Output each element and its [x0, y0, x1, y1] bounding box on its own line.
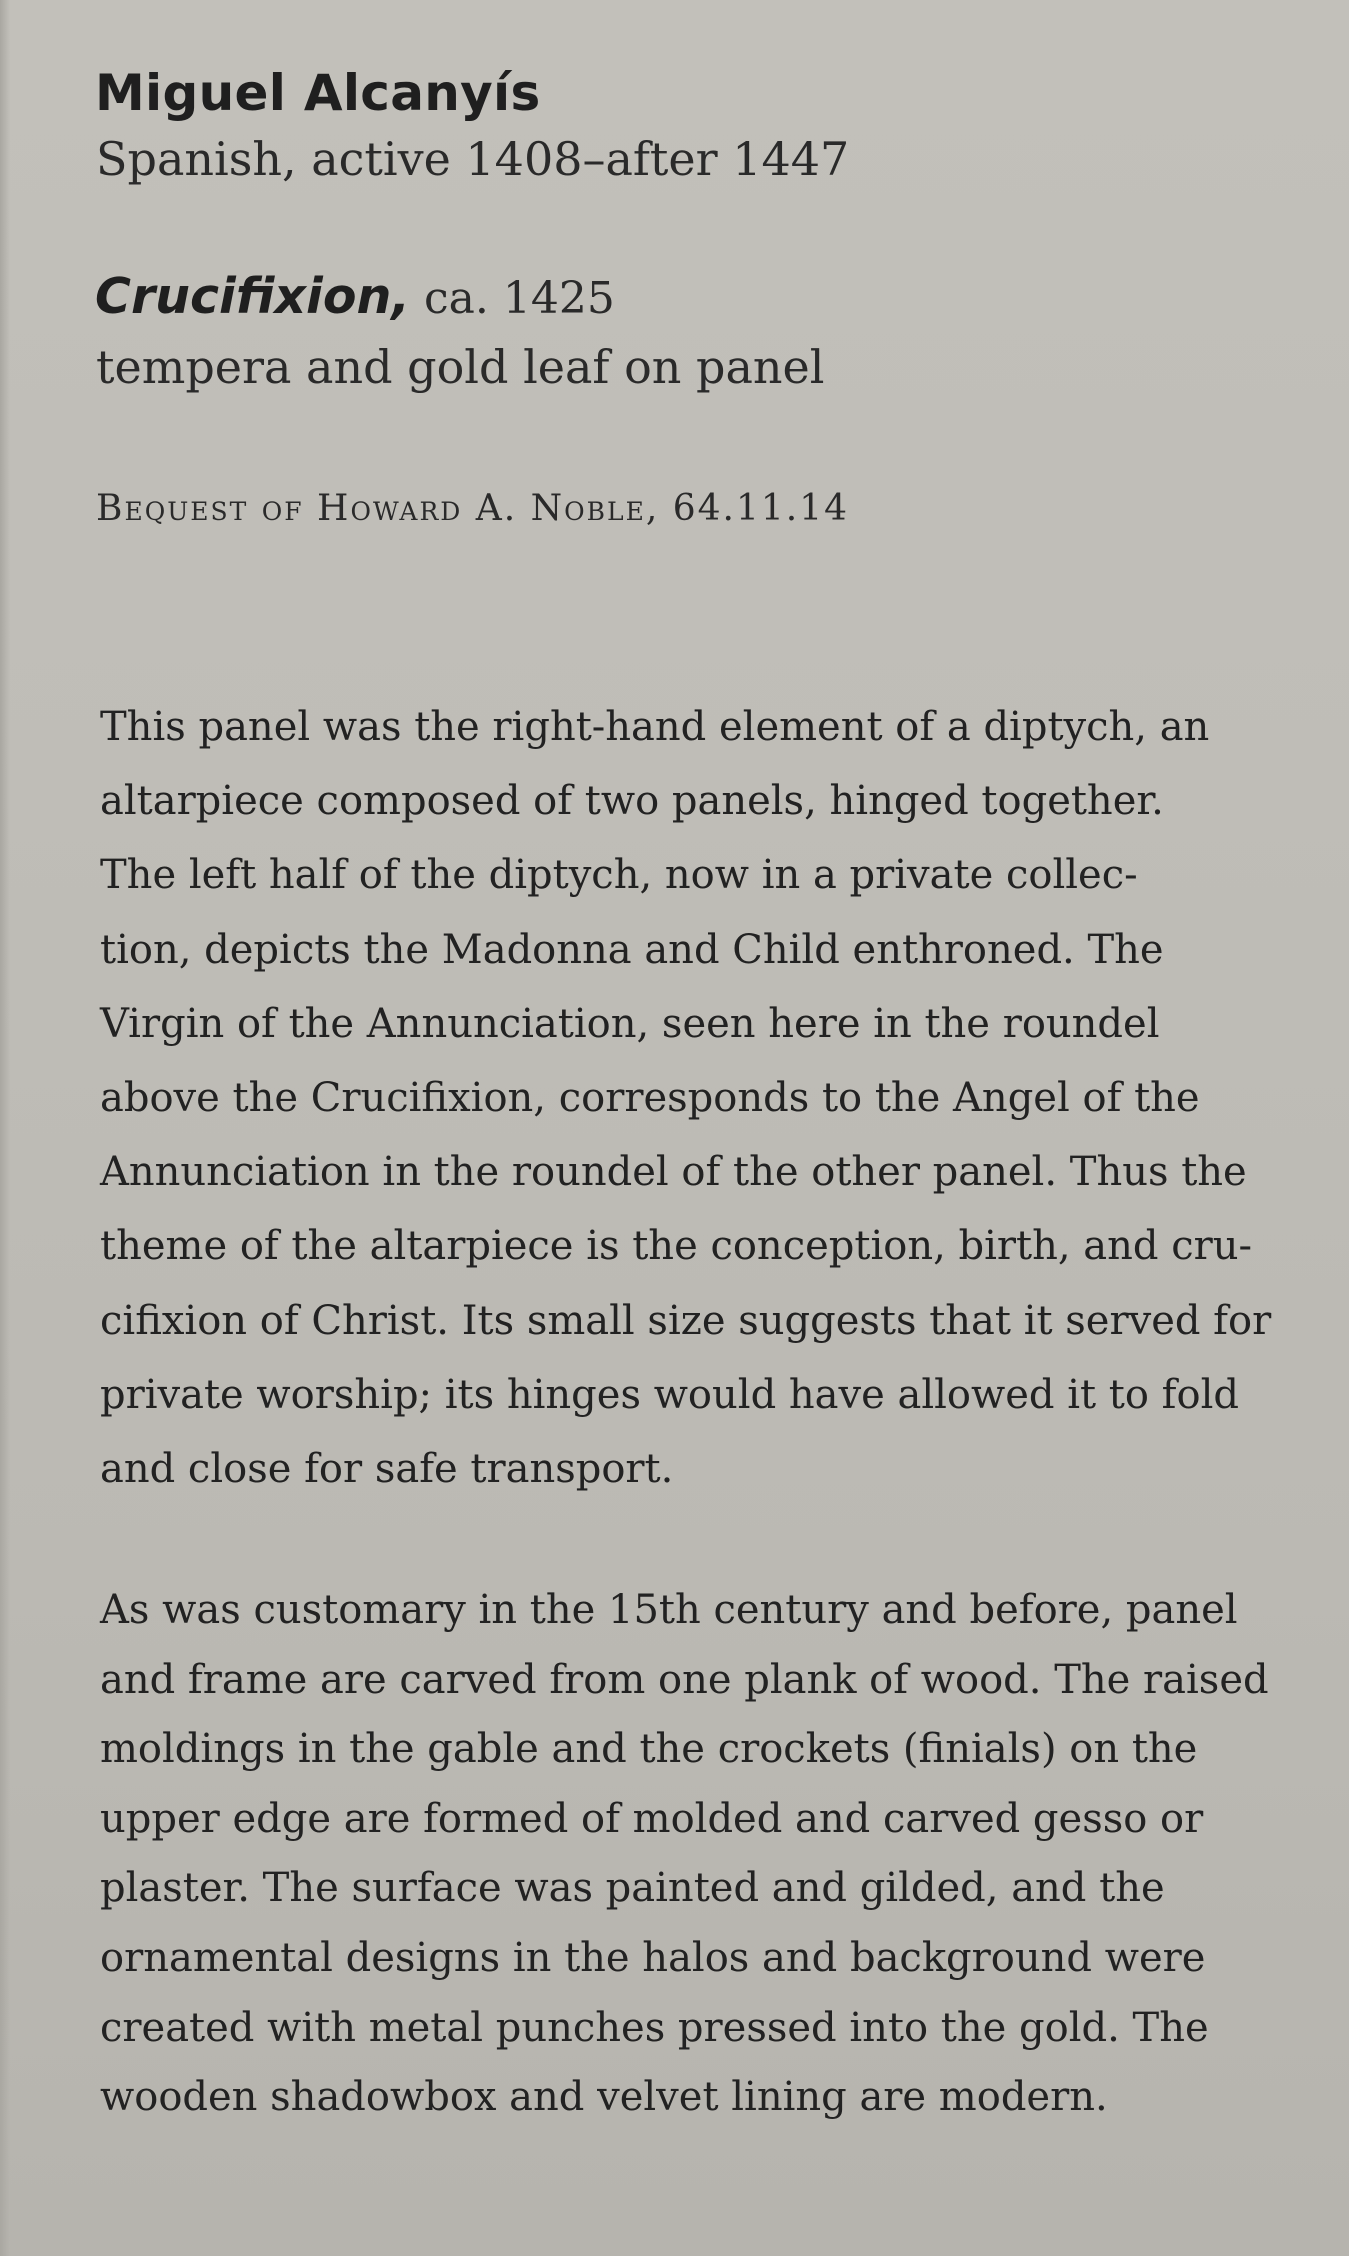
- paragraph-line: The left half of the diptych, now in a private collec-: [100, 852, 1138, 899]
- artwork-date: ca. 1425: [423, 273, 615, 324]
- artist-details: Spanish, active 1408–after 1447: [96, 132, 850, 186]
- paragraph-line: private worship; its hinges would have allowed it to fold: [100, 1371, 1239, 1418]
- artwork-title: Crucifixion,: [95, 268, 410, 325]
- paragraph-line: altarpiece composed of two panels, hinged together.: [100, 778, 1164, 825]
- paragraph-line: Virgin of the Annunciation, seen here in the roundel: [100, 1000, 1160, 1047]
- description-paragraph-2: [100, 1576, 1300, 2133]
- paragraph-line: theme of the altarpiece is the conception, birth, and cru-: [100, 1223, 1253, 1270]
- paragraph-line: and close for safe transport.: [100, 1446, 674, 1493]
- paragraph-line: upper edge are formed of molded and carved gesso or: [100, 1795, 1204, 1842]
- paragraph-line: wooden shadowbox and velvet lining are modern.: [100, 2074, 1108, 2121]
- paragraph-line: Annunciation in the roundel of the other panel. Thus the: [100, 1149, 1247, 1196]
- card-edge-shadow: [0, 0, 10, 2256]
- paragraph-line: plaster. The surface was painted and gilded, and the: [100, 1865, 1165, 1912]
- paragraph-line: above the Crucifixion, corresponds to the Angel of the: [100, 1075, 1200, 1122]
- paragraph-line: created with metal punches pressed into the gold. The: [100, 2004, 1209, 2051]
- paragraph-line: and frame are carved from one plank of wood. The raised: [100, 1656, 1269, 1703]
- paragraph-line: tion, depicts the Madonna and Child enthroned. The: [100, 926, 1164, 973]
- credit-line: Bequest of Howard A. Noble, 64.11.14: [96, 488, 850, 529]
- paragraph-line: As was customary in the 15th century and before, panel: [100, 1587, 1238, 1633]
- artist-name: Miguel Alcanyís: [95, 64, 541, 122]
- artwork-title-line: [95, 268, 615, 327]
- paragraph-line: ornamental designs in the halos and background were: [100, 1934, 1206, 1981]
- paragraph-line: This panel was the right-hand element of a diptych, an: [100, 704, 1210, 750]
- artwork-medium: tempera and gold leaf on panel: [96, 340, 825, 394]
- paragraph-line: cifixion of Christ. Its small size suggests that it served for: [100, 1297, 1272, 1344]
- description-paragraph-1: [100, 690, 1300, 1506]
- paragraph-line: moldings in the gable and the crockets (finials) on the: [100, 1726, 1198, 1773]
